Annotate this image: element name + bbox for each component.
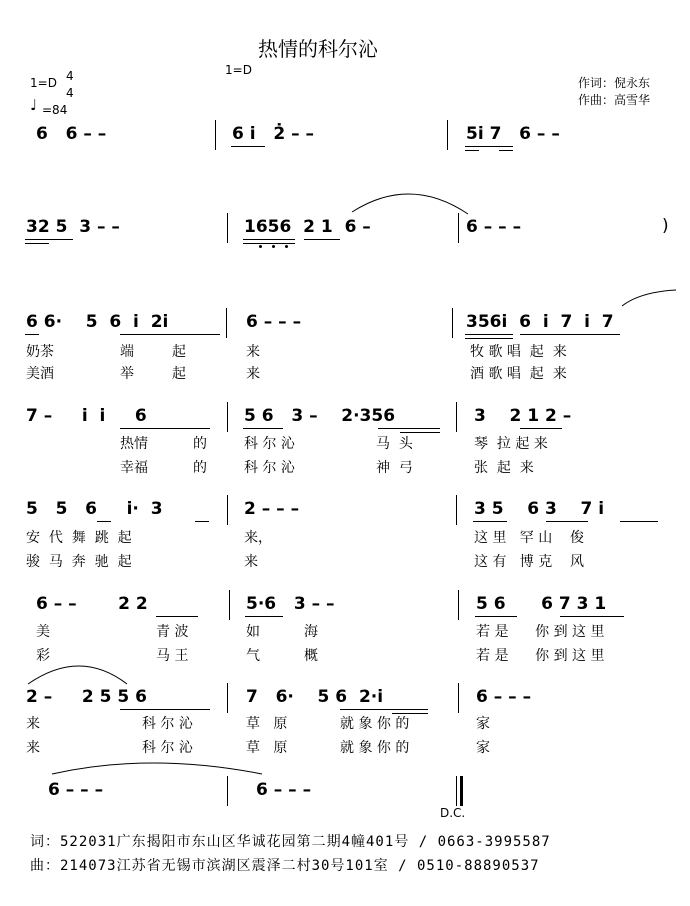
lyric-line-2: 马 王 [156, 648, 189, 664]
lyric-line-2: 若 是 你 到 这 里 [476, 648, 605, 664]
measure-9: 356i 6 i 7 i 7 [466, 312, 614, 332]
measure-23: 6 – – – [256, 780, 312, 800]
lyric-line-1: 来 [246, 344, 260, 360]
lyric-line-1: 若 是 你 到 这 里 [476, 624, 605, 640]
lyric-line-2: 草 原 [246, 740, 288, 756]
measure-15: 3 5 6 3 7 i [474, 499, 605, 519]
measure-10: 7 – i i 6 [26, 406, 147, 426]
measure-1: 6 6 – – [36, 124, 107, 144]
measure-14: 2 – – – [244, 499, 300, 519]
lyric-line-2: 这 有 博 克 风 [474, 554, 585, 570]
measure-3: 5i 7 6 – – [466, 124, 560, 144]
lyric-line-1: 琴 拉 起 来 [474, 436, 548, 452]
lyric-line-2: 骏 马 奔 驰 起 [26, 554, 132, 570]
lyric-line-1: 草 原 [246, 716, 288, 732]
lyric-line-2: 美酒 [26, 366, 54, 382]
lyric-line-2: 科 尔 沁 [142, 740, 193, 756]
song-title: 热情的科尔沁 [258, 37, 378, 61]
measure-20: 7 6· 5 6 2·i [246, 687, 384, 707]
measure-16: 6 – – 2 2 [36, 594, 148, 614]
lyric-line-2: 来 [26, 740, 40, 756]
lyric-line-2: 就 象 你 的 [340, 740, 410, 756]
da-capo-marking: D.C. [440, 806, 466, 820]
lyric-line-1: 马 头 [376, 436, 413, 452]
lyric-line-1: 奶茶 [26, 344, 54, 360]
lyric-line-1: 家 [476, 716, 490, 732]
lyric-line-2: 张 起 来 [474, 460, 534, 476]
time-signature-top: 4 [66, 69, 74, 83]
composer-credit: 作曲：高雪华 [578, 93, 651, 107]
measure-13: 5 5 6 i· 3 [26, 499, 163, 519]
lyric-line-1: 就 象 你 的 [340, 716, 410, 732]
lyric-line-1: 科 尔 沁 [244, 436, 295, 452]
lyric-line-1: 来， [244, 530, 272, 546]
tie-slur [28, 666, 127, 684]
lyric-line-2: 神 弓 [376, 460, 413, 476]
lyric-line-1: 这 里 罕 山 俊 [474, 530, 585, 546]
lyricist-credit: 作词：倪永东 [578, 76, 651, 90]
composer-address: 曲：214073江苏省无锡市滨湖区震泽二村30号101室 / 0510-88890537 [30, 858, 540, 874]
lyric-line-1: 安 代 舞 跳 起 [26, 530, 132, 546]
lyric-line-1: 科 尔 沁 [142, 716, 193, 732]
lyric-line-1: 海 [304, 624, 318, 640]
closing-parenthesis: ) [662, 216, 669, 236]
lyric-line-2: 家 [476, 740, 490, 756]
lyric-line-1: 美 [36, 624, 50, 640]
tie-slur [622, 290, 676, 306]
measure-21: 6 – – – [476, 687, 532, 707]
measure-5: 1656 2 1 6 – [244, 217, 371, 237]
lyric-line-2: 的 [193, 460, 207, 476]
measure-4: 32 5 3 – – [26, 217, 120, 237]
measure-11: 5 6 3 – 2·356 [244, 406, 396, 426]
lyric-line-1: 端 [120, 344, 134, 360]
measure-12: 3 2 1 2 – [474, 406, 572, 426]
measure-22: 6 – – – [48, 780, 104, 800]
measure-7: 6 6· 5 6 i 2i [26, 312, 169, 332]
measure-19: 2 – 2 5 5 6 [26, 687, 147, 707]
lyric-line-1: 青 波 [156, 624, 189, 640]
lyric-line-1: 起 [172, 344, 186, 360]
lyric-line-1: 如 [246, 624, 260, 640]
key-signature-secondary: 1=D [225, 63, 252, 77]
lyric-line-2: 酒 歌 唱 起 来 [470, 366, 567, 382]
lyric-line-2: 来 [244, 554, 258, 570]
lyric-line-1: 的 [193, 436, 207, 452]
lyric-line-2: 彩 [36, 648, 50, 664]
measure-17: 5·6 3 – – [246, 594, 335, 614]
lyric-line-2: 概 [304, 648, 318, 664]
lyric-line-1: 牧 歌 唱 起 来 [470, 344, 567, 360]
tie-slur [352, 194, 468, 214]
lyricist-address: 词：522031广东揭阳市东山区华诚花园第二期4幢401号 / 0663-3995587 [30, 834, 551, 850]
tie-slur [52, 763, 262, 774]
measure-18: 5 6 6 7 3 1 [476, 594, 607, 614]
measure-8: 6 – – – [246, 312, 302, 332]
lyric-line-2: 科 尔 沁 [244, 460, 295, 476]
time-signature-bottom: 4 [66, 86, 74, 100]
lyric-line-2: 举 [120, 366, 134, 382]
lyric-line-1: 来 [26, 716, 40, 732]
lyric-line-2: 幸福 [120, 460, 148, 476]
measure-6: 6 – – – [466, 217, 522, 237]
lyric-line-2: 起 [172, 366, 186, 382]
tempo-marking: =84 [42, 103, 68, 117]
lyric-line-2: 来 [246, 366, 260, 382]
key-signature: 1=D [30, 76, 57, 90]
lyric-line-1: 热情 [120, 436, 148, 452]
lyric-line-2: 气 [246, 648, 260, 664]
measure-2: 6 i 2̇ – – [232, 124, 314, 144]
quarter-note-icon: ♩ [30, 96, 38, 114]
